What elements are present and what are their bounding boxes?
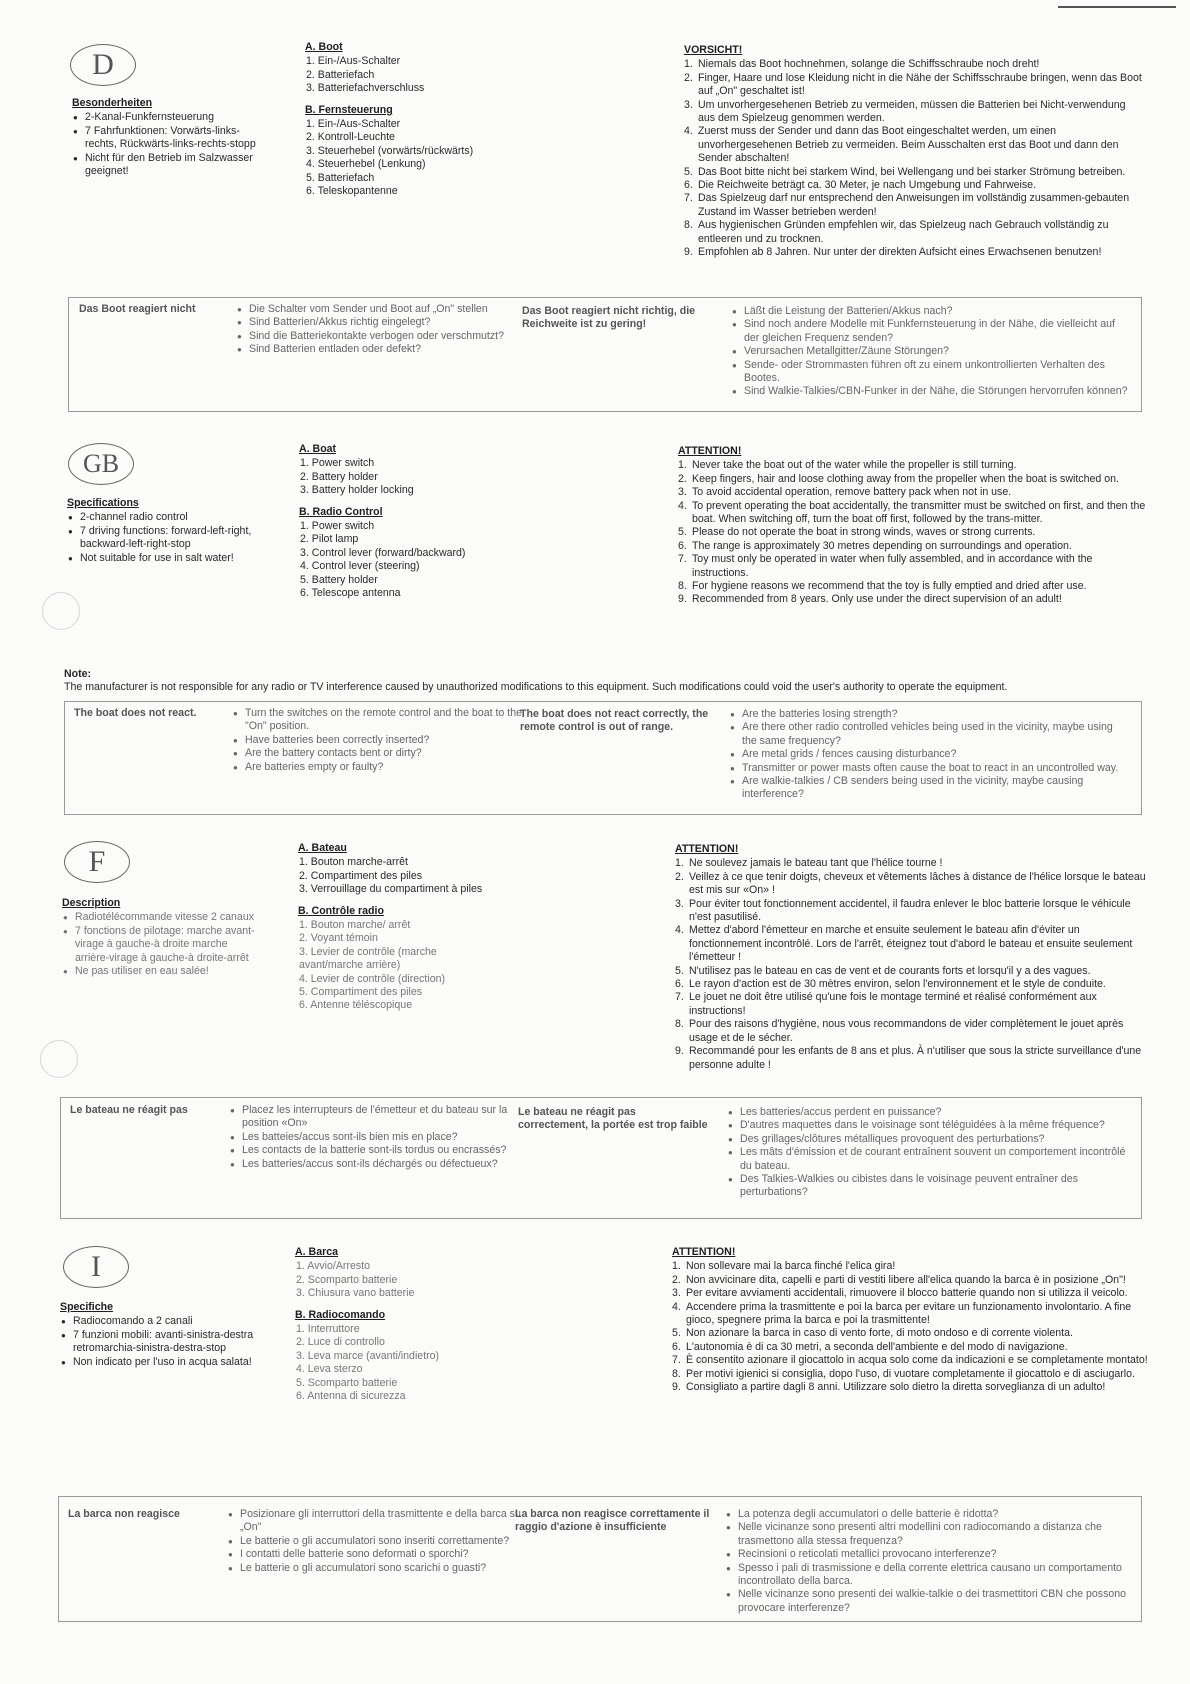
tip-item: ● Nelle vicinanze sono presenti altri modellini con radiocomando a distanza che trasmettono alla stessa frequenza? xyxy=(725,1521,1130,1548)
part-item: 5. Compartiment des piles xyxy=(299,986,423,999)
troubleshooting-box-it xyxy=(58,1496,1142,1622)
country-badge-gb: GB xyxy=(68,443,134,485)
warning-item: 1. Non sollevare mai la barca finché l'elica gira! xyxy=(672,1260,896,1273)
warning-item: 4. Zuerst muss der Sender und dann das Boot eingeschaltet werden, um einen unvorhergesehenen Betrieb zu vermeiden. Beim Ausschalten erst das Boot und dann den Sender abschalten! xyxy=(684,125,1119,165)
warning-item: 3. Um unvorhergesehenen Betrieb zu vermeiden, müssen die Batterien bei Nicht-verwendung aus dem Spielzeug genommen werden. xyxy=(684,98,1126,125)
tip-item: ● Sind Walkie-Talkies/CBN-Funker in der Nähe, die Störungen hervorrufen können? xyxy=(731,385,1131,398)
part-item: 1. Bouton marche/ arrêt xyxy=(299,919,411,932)
warning-item: 5. Das Boot bitte nicht bei starkem Wind, bei Wellengang und bei starker Strömung betreiben. xyxy=(684,165,1126,178)
country-badge-it: I xyxy=(63,1246,129,1288)
troubleshooting-box-fr xyxy=(60,1097,1142,1219)
spec-item: ● 2-channel radio control xyxy=(67,511,267,524)
fault-label: La barca non reagisce correttamente il raggio d'azione è insufficiente xyxy=(515,1508,710,1534)
warning-item: 5. Please do not operate the boat in strong winds, waves or strong currents. xyxy=(678,526,1036,539)
warning-item: 6. Le rayon d'action est de 30 mètres environ, selon l'environnement et le style de conduite. xyxy=(675,978,1106,991)
warning-item: 7. È consentito azionare il giocattolo in acqua solo come da indicazioni e se completamente montato! xyxy=(672,1354,1148,1367)
tip-item: ● Placez les interrupteurs de l'émetteur et du bateau sur la position «On» xyxy=(229,1104,529,1131)
tip-item: ● Les mâts d'émission et de courant entraînent souvent un comportement incontrôlé du bateau. xyxy=(727,1146,1127,1173)
warning-item: 3. To avoid accidental operation, remove battery pack when not in use. xyxy=(678,486,1012,499)
warning-item: 8. Per motivi igienici si consiglia, dopo l'uso, di vuotare completamente il giocattolo e di asciugarlo. xyxy=(672,1367,1135,1380)
tip-item: ● Les batteries/accus perdent en puissance? xyxy=(727,1106,1127,1119)
warnings-gb xyxy=(678,445,1148,607)
country-badge-fr: F xyxy=(64,841,130,883)
tip-item: ● Sind die Batteriekontakte verbogen oder verschmutzt? xyxy=(236,330,536,343)
part-item: 3. Chiusura vano batterie xyxy=(296,1287,415,1300)
spec-item: ● 7 fonctions de pilotage: marche avant-virage à gauche-à droite marche arrière-virage à gauche-à droite-arrêt xyxy=(62,925,262,965)
warning-item: 7. Das Spielzeug darf nur entsprechend den Anweisungen im vollständig zusammen-gebauten Zustand im Wasser betrieben werden! xyxy=(684,192,1130,218)
parts-fr xyxy=(298,842,498,1021)
parts-de xyxy=(305,41,525,206)
tip-item: ● Are the batteries losing strength? xyxy=(729,708,1129,721)
spec-item: ● Nicht für den Betrieb im Salzwasser geeignet! xyxy=(72,152,262,179)
part-item: 1. Power switch xyxy=(300,520,375,533)
part-item: 5. Batteriefach xyxy=(306,171,375,184)
spec-item: ● Radiotélécommande vitesse 2 canaux xyxy=(62,911,262,924)
warn-title: ATTENTION! xyxy=(675,843,739,855)
tip-item: ● Spesso i pali di trasmissione e della corrente elettrica causano un comportamento incontrollato della barca. xyxy=(725,1562,1130,1589)
warning-item: 4. Mettez d'abord l'émetteur en marche et ensuite seulement le bateau afin d'éviter un fonctionnement incontrôlé. Lors de l'arrêt, éteignez tout d'abord le bateau et ensuite seulement l'émetteur ! xyxy=(675,924,1133,964)
tip-item: ● Des Talkies-Walkies ou cibistes dans le voisinage peuvent entraîner des perturbations? xyxy=(727,1173,1127,1200)
part-item: 3. Leva marce (avanti/indietro) xyxy=(296,1349,440,1362)
tip-item: ● La potenza degli accumulatori o delle batterie è ridotta? xyxy=(725,1508,1130,1521)
note-block xyxy=(64,668,1164,695)
spec-title: Specifications xyxy=(67,497,139,509)
part-item: 3. Battery holder locking xyxy=(300,484,414,497)
part-item: 2. Batteriefach xyxy=(306,68,375,81)
warnings-fr xyxy=(675,843,1148,1072)
part-item: 5. Battery holder xyxy=(300,573,378,586)
parts-a-title: A. Barca xyxy=(295,1246,338,1258)
tip-item: ● Are batteries empty or faulty? xyxy=(232,761,532,774)
part-item: 6. Antenna di sicurezza xyxy=(296,1390,406,1403)
specs-gb xyxy=(67,497,267,565)
spec-item: ● 7 funzioni mobili: avanti-sinistra-destra retromarchia-sinistra-destra-stop xyxy=(60,1329,260,1356)
parts-a-title: A. Bateau xyxy=(298,842,347,854)
warnings-it xyxy=(672,1246,1148,1394)
note-title: Note: xyxy=(64,668,92,680)
tip-item: ● Le batterie o gli accumulatori sono scarichi o guasti? xyxy=(227,1562,527,1575)
specs-it xyxy=(60,1301,260,1369)
fault-tips xyxy=(232,707,532,774)
warning-item: 8. Pour des raisons d'hygiène, nous vous recommandons de vider complètement le jouet après usage et de le sécher. xyxy=(675,1018,1124,1044)
parts-b-title: B. Contrôle radio xyxy=(298,904,384,917)
fault-tips xyxy=(725,1508,1130,1615)
part-item: 3. Batteriefachverschluss xyxy=(306,82,425,95)
warning-item: 2. Keep fingers, hair and loose clothing away from the propeller when the boat is switched on. xyxy=(678,472,1119,485)
part-item: 6. Teleskopantenne xyxy=(306,185,398,198)
tip-item: ● Des grillages/clôtures métalliques provoquent des perturbations? xyxy=(727,1133,1127,1146)
spec-item: ● Ne pas utiliser en eau salée! xyxy=(62,965,262,978)
part-item: 2. Battery holder xyxy=(300,470,378,483)
warning-item: 2. Non avvicinare dita, capelli e parti di vestiti libere all'elica quando la barca è in posizione „On"! xyxy=(672,1273,1126,1286)
specs-fr xyxy=(62,897,262,978)
warning-item: 7. Toy must only be operated in water when fully assembled, and in accordance with the instructions. xyxy=(678,553,1093,579)
tip-item: ● Les batteries/accus sont-ils déchargés ou défectueux? xyxy=(229,1158,529,1171)
fault-label: Le bateau ne réagit pas correctement, la portée est trop faible xyxy=(518,1106,708,1132)
warning-item: 3. Per evitare avviamenti accidentali, rimuovere il blocco batterie quando non si utilizza il veicolo. xyxy=(672,1287,1128,1300)
part-item: 3. Steuerhebel (vorwärts/rückwärts) xyxy=(306,144,474,157)
warning-item: 6. The range is approximately 30 metres depending on surroundings and operation. xyxy=(678,539,1072,552)
warning-item: 1. Never take the boat out of the water while the propeller is still turning. xyxy=(678,459,1017,472)
part-item: 5. Scomparto batterie xyxy=(296,1376,398,1389)
fault-tips xyxy=(727,1106,1127,1200)
warning-item: 9. Consigliato a partire dagli 8 anni. Utilizzare solo dietro la diretta sorveglianza di un adulto! xyxy=(672,1381,1106,1394)
tip-item: ● Verursachen Metallgitter/Zäune Störungen? xyxy=(731,345,1131,358)
part-item: 2. Pilot lamp xyxy=(300,533,359,546)
troubleshooting-box-gb xyxy=(64,701,1142,815)
fault-label: La barca non reagisce xyxy=(68,1508,180,1520)
part-item: 2. Scomparto batterie xyxy=(296,1273,398,1286)
part-item: 6. Telescope antenna xyxy=(300,587,401,600)
fault-tips xyxy=(729,708,1129,802)
warning-item: 6. L'autonomia è di ca 30 metri, a seconda dell'ambiente e del modo di navigazione. xyxy=(672,1340,1068,1353)
fault-label: The boat does not react correctly, the remote control is out of range. xyxy=(520,708,709,734)
tip-item: ● Läßt die Leistung der Batterien/Akkus nach? xyxy=(731,305,1131,318)
tip-item: ● Sind Batterien entladen oder defekt? xyxy=(236,343,536,356)
tip-item: ● Les batteies/accus sont-ils bien mis en place? xyxy=(229,1131,529,1144)
part-item: 1. Interruttore xyxy=(296,1323,360,1336)
part-item: 1. Avvio/Arresto xyxy=(296,1260,370,1273)
warning-item: 5. Non azionare la barca in caso di vento forte, di moto ondoso e di corrente violenta. xyxy=(672,1327,1073,1340)
tip-item: ● I contatti delle batterie sono deformati o sporchi? xyxy=(227,1548,527,1561)
warning-item: 6. Die Reichweite beträgt ca. 30 Meter, je nach Umgebung und Fahrweise. xyxy=(684,179,1037,192)
part-item: 2. Kontroll-Leuchte xyxy=(306,131,395,144)
parts-b-title: B. Fernsteuerung xyxy=(305,103,393,116)
tip-item: ● Sind Batterien/Akkus richtig eingelegt? xyxy=(236,316,536,329)
warning-item: 7. Le jouet ne doit être utilisé qu'une fois le montage terminé et réalisé conformément aux instructions! xyxy=(675,991,1097,1017)
warning-item: 2. Veillez à ce que tenir doigts, cheveux et vêtements lâches à distance de l'hélice lorsque le bateau est mis sur «On» ! xyxy=(675,870,1146,897)
warning-item: 4. Accendere prima la trasmittente e poi la barca per evitare un funzionamento involontario. A fine gioco, spegnere prima la barca e poi la trasmittente! xyxy=(672,1300,1132,1327)
part-item: 4. Steuerhebel (Lenkung) xyxy=(306,158,426,171)
tip-item: ● Transmitter or power masts often cause the boat to react in an uncontrolled way. xyxy=(729,762,1129,775)
tip-item: ● Posizionare gli interruttori della trasmittente e della barca su „On" xyxy=(227,1508,527,1535)
spec-item: ● Radiocomando a 2 canali xyxy=(60,1315,260,1328)
tip-item: ● Are the battery contacts bent or dirty? xyxy=(232,747,532,760)
part-item: 6. Antenne téléscopique xyxy=(299,999,413,1012)
fault-label: Le bateau ne réagit pas xyxy=(70,1104,188,1116)
warnings-de xyxy=(684,44,1144,260)
part-item: 4. Leva sterzo xyxy=(296,1363,363,1376)
spec-item: ● Not suitable for use in salt water! xyxy=(67,552,267,565)
part-item: 1. Power switch xyxy=(300,457,375,470)
warning-item: 9. Empfohlen ab 8 Jahren. Nur unter der direkten Aufsicht eines Erwachsenen benutzen! xyxy=(684,246,1102,259)
part-item: 1. Ein-/Aus-Schalter xyxy=(306,118,401,131)
warning-item: 8. Aus hygienischen Gründen empfehlen wir, das Spielzeug nach Gebrauch vollständig zu entleeren und zu trocknen. xyxy=(684,219,1109,245)
troubleshooting-box-de xyxy=(68,297,1142,412)
tip-item: ● Nelle vicinanze sono presenti dei walkie-talkie o dei trasmettitori CBN che possono provocare interferenze? xyxy=(725,1588,1130,1615)
part-item: 4. Levier de contrôle (direction) xyxy=(299,972,446,985)
tip-item: ● Sind noch andere Modelle mit Funkfernsteuerung in der Nähe, die vielleicht auf der gleichen Frequenz senden? xyxy=(731,318,1131,345)
warn-title: ATTENTION! xyxy=(678,445,742,457)
tip-item: ● Les contacts de la batterie sont-ils tordus ou encrassés? xyxy=(229,1144,529,1157)
tip-item: ● Have batteries been correctly inserted? xyxy=(232,734,532,747)
top-rule xyxy=(1058,6,1176,8)
spec-item: ● Non indicato per l'uso in acqua salata! xyxy=(60,1356,260,1369)
spec-item: ● 7 driving functions: forward-left-right, backward-left-right-stop xyxy=(67,525,267,552)
note-text: The manufacturer is not responsible for any radio or TV interference caused by unauthorized modifications to this equipment. Such modifications could void the user's authority to operate the equipment. xyxy=(64,681,1008,694)
fault-label: The boat does not react. xyxy=(74,707,197,719)
spec-title: Besonderheiten xyxy=(72,97,153,109)
tip-item: ● Are there other radio controlled vehicles being used in the vicinity, maybe using the same frequency? xyxy=(729,721,1129,748)
part-item: 2. Voyant témoin xyxy=(299,932,378,945)
warning-item: 3. Pour éviter tout fonctionnement accidentel, il faudra enlever le bloc batterie lorsque le véhicule n'est pasutilisé. xyxy=(675,897,1131,924)
parts-b-title: B. Radiocomando xyxy=(295,1308,386,1321)
warning-item: 4. To prevent operating the boat accidentally, the transmitter must be switched on first, and then the boat. When switching off, turn the boat off first, followed by the trans-mitter. xyxy=(678,499,1146,526)
fault-tips xyxy=(731,305,1131,399)
tip-item: ● Are metal grids / fences causing disturbance? xyxy=(729,748,1129,761)
parts-b-title: B. Radio Control xyxy=(299,505,383,518)
fault-label: Das Boot reagiert nicht richtig, die Reichweite ist zu gering! xyxy=(522,305,696,331)
tip-item: ● Die Schalter vom Sender und Boot auf „On" stellen xyxy=(236,303,536,316)
warning-item: 9. Recommandé pour les enfants de 8 ans et plus. À n'utiliser que sous la stricte surveillance d'une personne adulte ! xyxy=(675,1045,1142,1071)
parts-it xyxy=(295,1246,515,1411)
parts-a-title: A. Boat xyxy=(299,443,337,455)
specs-de xyxy=(72,97,262,178)
spec-title: Specifiche xyxy=(60,1301,113,1313)
spec-item: ● 7 Fahrfunktionen: Vorwärts-links-rechts, Rückwärts-links-rechts-stopp xyxy=(72,125,262,152)
tip-item: ● Are walkie-talkies / CB senders being used in the vicinity, maybe causing interference? xyxy=(729,775,1129,802)
decorative-circle xyxy=(42,592,80,630)
tip-item: ● Sende- oder Strommasten führen oft zu einem unkontrollierten Verhalten des Bootes. xyxy=(731,359,1131,386)
warning-item: 1. Niemals das Boot hochnehmen, solange die Schiffsschraube noch dreht! xyxy=(684,58,1040,71)
tip-item: ● D'autres maquettes dans le voisinage sont téléguidées à la même fréquence? xyxy=(727,1119,1127,1132)
parts-gb xyxy=(299,443,529,608)
fault-tips xyxy=(229,1104,529,1171)
fault-label: Das Boot reagiert nicht xyxy=(79,303,196,315)
fault-tips xyxy=(227,1508,527,1575)
warning-item: 8. For hygiene reasons we recommend that the toy is fully emptied and dried after use. xyxy=(678,580,1087,593)
warning-item: 9. Recommended from 8 years. Only use under the direct supervision of an adult! xyxy=(678,593,1062,606)
part-item: 4. Control lever (steering) xyxy=(300,560,420,573)
part-item: 1. Bouton marche-arrêt xyxy=(299,856,408,869)
warning-item: 5. N'utilisez pas le bateau en cas de vent et de courants forts et lorsqu'il y a des vagues. xyxy=(675,964,1091,977)
warning-item: 1. Ne soulevez jamais le bateau tant que l'hélice tourne ! xyxy=(675,857,943,870)
tip-item: ● Recinsioni o reticolati metallici provocano interferenze? xyxy=(725,1548,1130,1561)
warning-item: 2. Finger, Haare und lose Kleidung nicht in die Nähe der Schiffsschraube bringen, wenn das Boot auf „On" geschaltet ist! xyxy=(684,71,1142,98)
tip-item: ● Turn the switches on the remote control and the boat to the "On" position. xyxy=(232,707,532,734)
part-item: 3. Control lever (forward/backward) xyxy=(300,546,466,559)
warn-title: ATTENTION! xyxy=(672,1246,736,1258)
part-item: 3. Levier de contrôle (marche avant/marche arrière) xyxy=(299,945,437,972)
tip-item: ● Le batterie o gli accumulatori sono inseriti correttamente? xyxy=(227,1535,527,1548)
part-item: 2. Compartiment des piles xyxy=(299,869,423,882)
parts-a-title: A. Boot xyxy=(305,41,343,53)
spec-title: Description xyxy=(62,897,121,909)
warn-title: VORSICHT! xyxy=(684,44,743,56)
part-item: 1. Ein-/Aus-Schalter xyxy=(306,55,401,68)
fault-tips xyxy=(236,303,536,357)
part-item: 2. Luce di controllo xyxy=(296,1336,385,1349)
country-badge-de: D xyxy=(70,44,136,86)
part-item: 3. Verrouillage du compartiment à piles xyxy=(299,883,483,896)
spec-item: ● 2-Kanal-Funkfernsteuerung xyxy=(72,111,262,124)
decorative-circle xyxy=(40,1040,78,1078)
